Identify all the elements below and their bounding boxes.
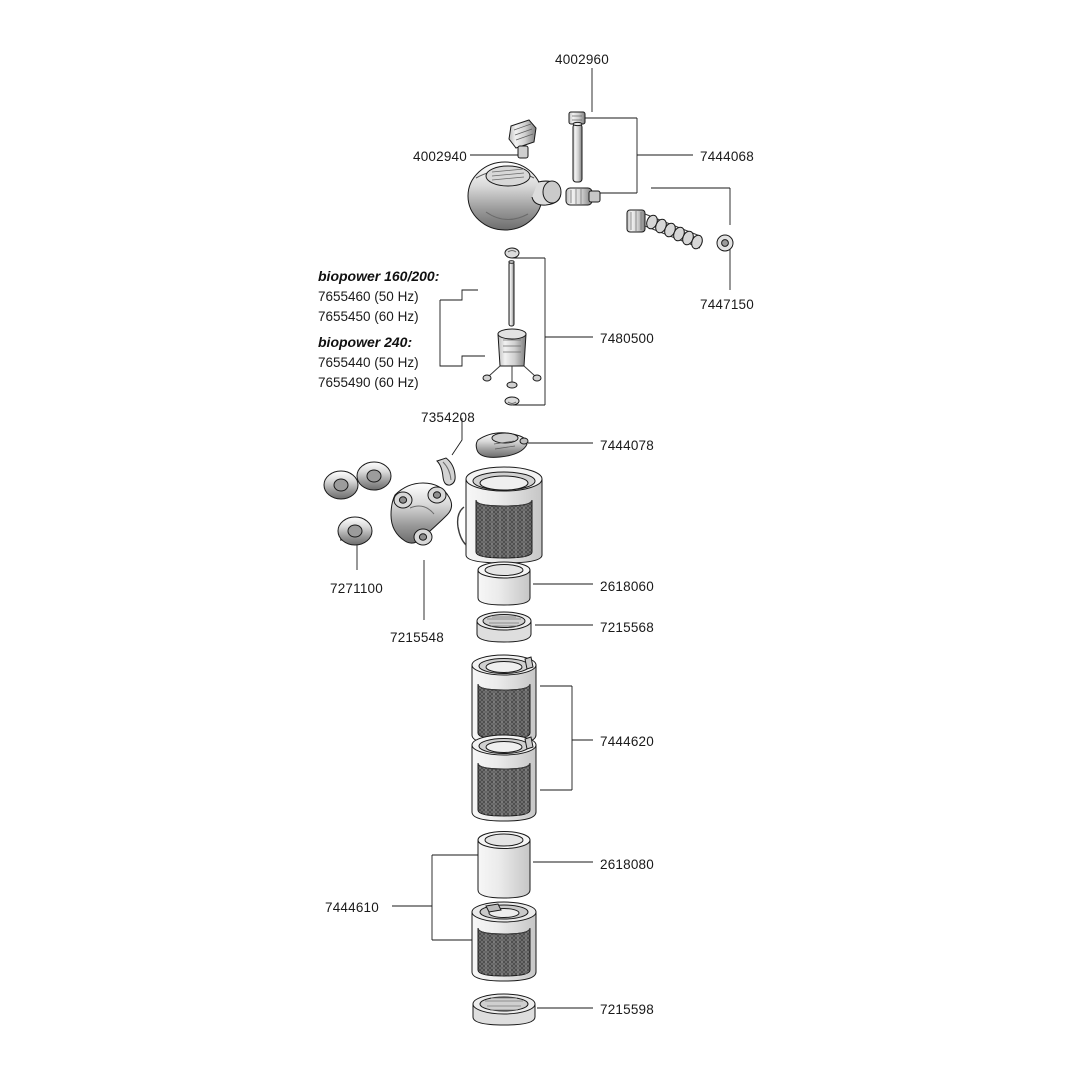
part-label-7354208: 7354208 <box>421 410 475 425</box>
part-label-7444610: 7444610 <box>325 900 379 915</box>
part-label-2618060: 2618060 <box>600 579 654 594</box>
group-title-biopower-160-200: biopower 160/200: <box>318 268 440 284</box>
part-label-7444620: 7444620 <box>600 734 654 749</box>
part-label-7215548: 7215548 <box>390 630 444 645</box>
part-label-7215598: 7215598 <box>600 1002 654 1017</box>
part-label-7215568: 7215568 <box>600 620 654 635</box>
group-line-7655440: 7655440 (50 Hz) <box>318 355 419 370</box>
part-label-7444078: 7444078 <box>600 438 654 453</box>
part-label-7271100: 7271100 <box>330 581 383 596</box>
part-label-4002960: 4002960 <box>555 52 609 67</box>
part-label-2618080: 2618080 <box>600 857 654 872</box>
group-title-biopower-240: biopower 240: <box>318 334 413 350</box>
part-label-7447150: 7447150 <box>700 297 754 312</box>
group-line-7655450: 7655450 (60 Hz) <box>318 309 419 324</box>
part-label-7480500: 7480500 <box>600 331 654 346</box>
group-line-7655460: 7655460 (50 Hz) <box>318 289 419 304</box>
part-label-4002940: 4002940 <box>413 149 467 164</box>
group-line-7655490: 7655490 (60 Hz) <box>318 375 419 390</box>
part-label-7444068: 7444068 <box>700 149 754 164</box>
